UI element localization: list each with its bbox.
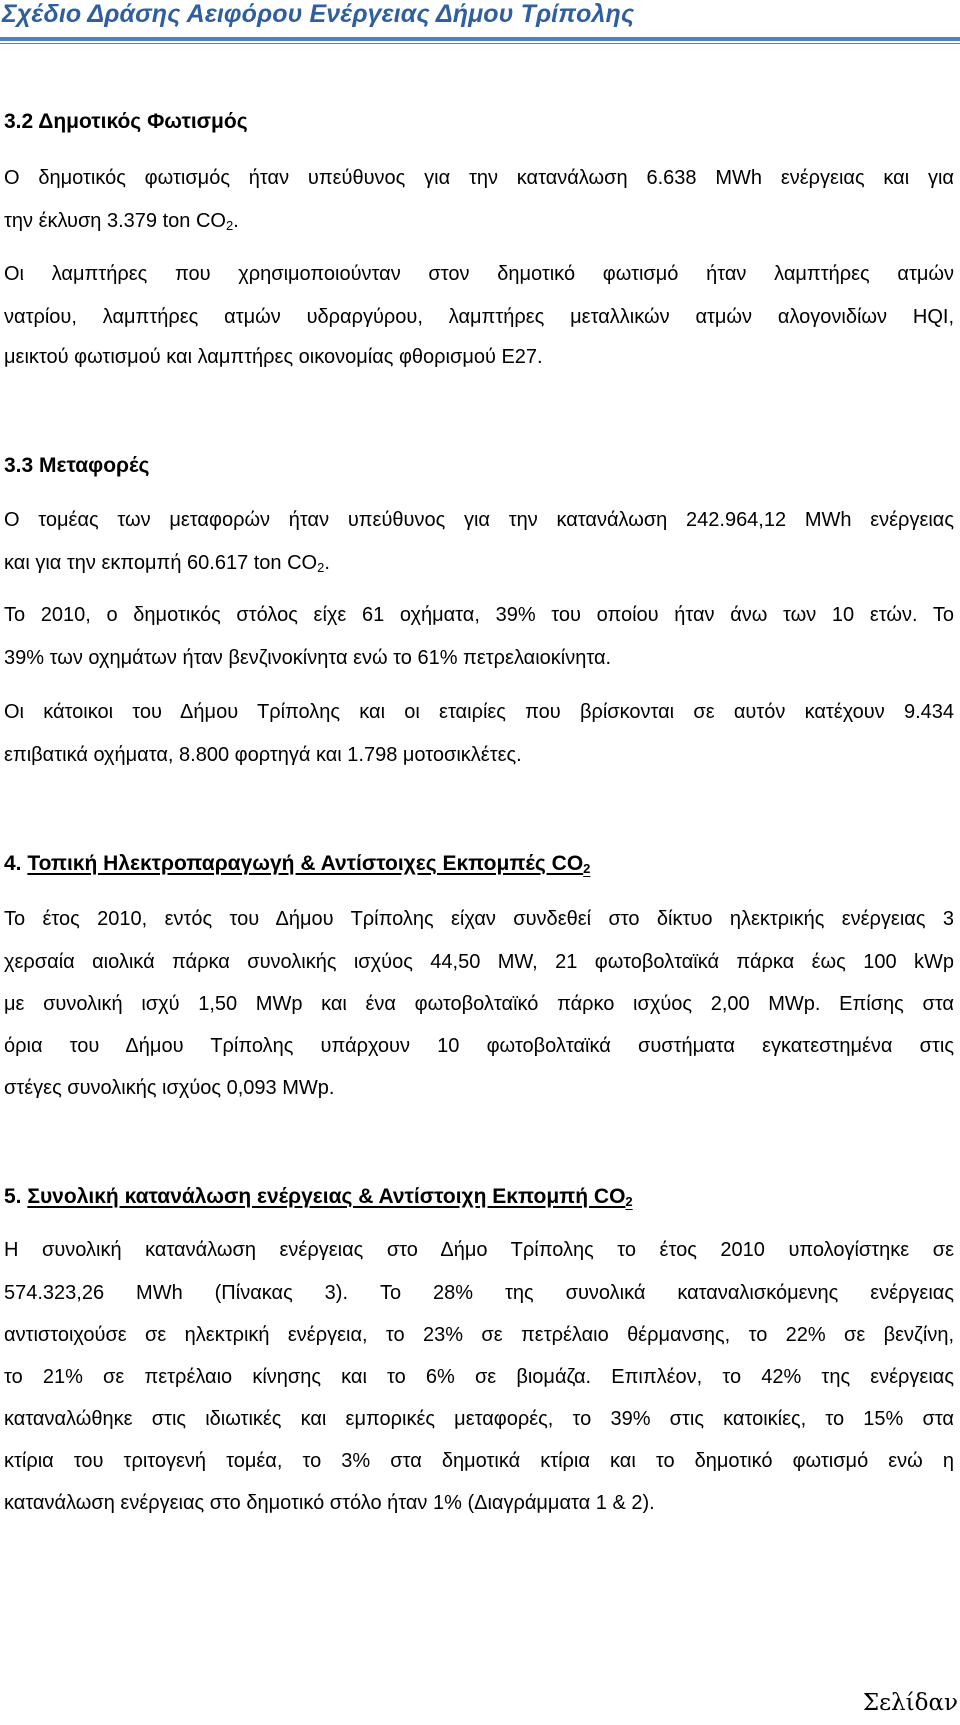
paragraph-line: Η συνολική κατανάλωση ενέργειας στο Δήμο Τρίπολης το έτος 2010 υπολογίστηκε σε [4, 1239, 954, 1261]
paragraph-line: και για την εκπομπή 60.617 ton $CO_2$. [4, 552, 330, 575]
section-3-2-heading: 3.2 Δημοτικός Φωτισμός [4, 110, 248, 133]
section-5-heading: 5. Συνολική κατανάλωση ενέργειας & Αντίστοιχη Εκπομπή $CO_2$ [4, 1185, 633, 1209]
paragraph-line: κτίρια του τριτογενή τομέα, το 3% στα δημοτικά κτίρια και το δημοτικό φωτισμό ενώ η [4, 1450, 954, 1472]
header-divider [0, 37, 960, 41]
paragraph-line: με συνολική ισχύ 1,50 MWp και ένα φωτοβολταϊκό πάρκο ισχύος 2,00 MWp. Επίσης στα [4, 993, 954, 1015]
paragraph-line: όρια του Δήμου Τρίπολης υπάρχουν 10 φωτοβολταϊκά συστήματα εγκατεστημένα στις [4, 1035, 954, 1057]
page-footer-label: Σελίδαν [862, 1690, 958, 1716]
paragraph-line: επιβατικά οχήματα, 8.800 φορτηγά και 1.798 μοτοσικλέτες. [4, 744, 522, 766]
paragraph-line: χερσαία αιολικά πάρκα συνολικής ισχύος 44,50 MW, 21 φωτοβολταϊκά πάρκα έως 100 kWp [4, 951, 954, 973]
header-divider-thin [0, 43, 960, 44]
paragraph-line: την έκλυση 3.379 ton $CO_2$. [4, 210, 239, 233]
paragraph-line: στέγες συνολικής ισχύος 0,093 MWp. [4, 1077, 335, 1099]
paragraph-line: νατρίου, λαμπτήρες ατμών υδραργύρου, λαμπτήρες μεταλλικών ατμών αλογονιδίων HQI, [4, 306, 954, 328]
document-title: Σχέδιο Δράσης Αειφόρου Ενέργειας Δήμου Τρίπολης [2, 0, 635, 28]
paragraph-line: Οι κάτοικοι του Δήμου Τρίπολης και οι εταιρίες που βρίσκονται σε αυτόν κατέχουν 9.434 [4, 701, 954, 723]
paragraph-line: Οι λαμπτήρες που χρησιμοποιούνταν στον δημοτικό φωτισμό ήταν λαμπτήρες ατμών [4, 263, 954, 285]
paragraph-line: καταναλώθηκε στις ιδιωτικές και εμπορικές μεταφορές, το 39% στις κατοικίες, το 15% στα [4, 1408, 954, 1430]
section-3-3-heading: 3.3 Μεταφορές [4, 454, 150, 477]
paragraph-line: Το έτος 2010, εντός του Δήμου Τρίπολης είχαν συνδεθεί στο δίκτυο ηλεκτρικής ενέργειας 3 [4, 908, 954, 930]
paragraph-line: το 21% σε πετρέλαιο κίνησης και το 6% σε βιομάζα. Επιπλέον, το 42% της ενέργειας [4, 1366, 954, 1388]
section-4-heading: 4. Τοπική Ηλεκτροπαραγωγή & Αντίστοιχες Εκπομπές $CO_2$ [4, 852, 591, 876]
paragraph-line: 39% των οχημάτων ήταν βενζινοκίνητα ενώ το 61% πετρελαιοκίνητα. [4, 647, 612, 669]
paragraph-line: μεικτού φωτισμού και λαμπτήρες οικονομίας φθορισμού Ε27. [4, 346, 543, 368]
paragraph-line: Ο δημοτικός φωτισμός ήταν υπεύθυνος για την κατανάλωση 6.638 MWh ενέργειας και για [4, 167, 954, 189]
paragraph-line: Ο τομέας των μεταφορών ήταν υπεύθυνος για την κατανάλωση 242.964,12 MWh ενέργειας [4, 509, 954, 531]
page-header [0, 0, 960, 46]
paragraph-line: κατανάλωση ενέργειας στο δημοτικό στόλο ήταν 1% (Διαγράμματα 1 & 2). [4, 1492, 655, 1514]
paragraph-line: αντιστοιχούσε σε ηλεκτρική ενέργεια, το 23% σε πετρέλαιο θέρμανσης, το 22% σε βενζίνη, [4, 1324, 954, 1346]
paragraph-line: 574.323,26 MWh (Πίνακας 3). Το 28% της συνολικά καταναλισκόμενης ενέργειας [4, 1282, 954, 1304]
paragraph-line: Το 2010, ο δημοτικός στόλος είχε 61 οχήματα, 39% του οποίου ήταν άνω των 10 ετών. Το [4, 604, 954, 626]
